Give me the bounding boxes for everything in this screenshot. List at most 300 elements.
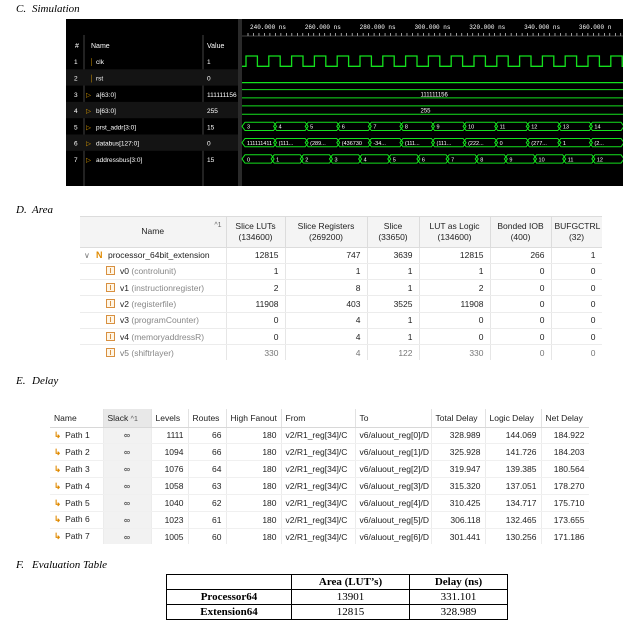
to-cell: v6/aluout_reg[1]/D (355, 444, 431, 461)
databus-waveform-label: (289... (310, 140, 326, 147)
total-delay-cell: 306.118 (431, 511, 485, 528)
path-name-cell (50, 528, 103, 544)
addressbus-waveform-label: 9 (509, 157, 513, 164)
table-cell: 330 (419, 345, 490, 360)
levels-cell: 1040 (151, 495, 188, 512)
table-cell: 1 (367, 280, 419, 296)
section-letter: F. (16, 559, 25, 571)
databus-waveform-label: 1 (562, 140, 566, 147)
table-cell: 0 (490, 263, 551, 279)
path-name-cell (50, 461, 103, 478)
time-marker: 240.000 ns (250, 24, 287, 31)
signal-name: addressbus[3:0] (96, 156, 143, 164)
fanout-cell: 180 (226, 444, 281, 461)
module-name-cell[interactable] (80, 247, 226, 263)
levels-cell: 1094 (151, 444, 188, 461)
section-text: Delay (32, 375, 59, 387)
evaluation-table (166, 574, 508, 620)
chevron-down-icon[interactable]: ∨ (84, 251, 90, 261)
eval-header-blank (167, 575, 292, 590)
databus-waveform-label: (277... (531, 140, 547, 147)
bus-icon: ▷ (86, 140, 91, 148)
col-header-label: Slack (107, 412, 129, 423)
table-row[interactable] (80, 263, 602, 279)
path-name: Path 7 (65, 531, 90, 542)
signal-num: 1 (74, 59, 78, 67)
section-text: Evaluation Table (32, 559, 108, 571)
signal-name: clk (96, 59, 104, 67)
total-delay-cell: 328.989 (431, 427, 485, 444)
databus-waveform-label: (111... (404, 140, 420, 147)
prst-addr-waveform-label: 3 (247, 124, 251, 131)
total-delay-cell: 301.441 (431, 528, 485, 544)
databus-waveform-label: (111... (278, 140, 294, 147)
prst-addr-waveform-label: 4 (278, 124, 282, 131)
col-header-capacity: (33650) (378, 231, 408, 242)
routes-cell: 60 (188, 528, 226, 544)
from-cell: v2/R1_reg[34]/C (281, 495, 355, 512)
a-bus-waveform-label: 111111156 (420, 92, 448, 99)
signal-value: 111111156 (207, 91, 237, 99)
col-header-label: Name (141, 226, 165, 237)
slack-cell: ∞ (103, 444, 151, 461)
time-marker: 260.000 ns (304, 24, 341, 31)
evaluation-header-row (167, 575, 508, 590)
path-name: Path 1 (65, 429, 90, 440)
signal-value: 1 (207, 59, 211, 67)
section-title-area (16, 204, 53, 216)
fanout-cell: 180 (226, 511, 281, 528)
table-cell: 4 (285, 328, 367, 344)
col-header-label: BUFGCTRL (554, 220, 601, 231)
section-title-delay (16, 375, 58, 387)
instance-name: v5 (120, 347, 129, 358)
total-delay-cell: 315.320 (431, 478, 485, 495)
col-header-high-fanout[interactable]: High Fanout (226, 409, 281, 427)
table-cell: 0 (551, 263, 602, 279)
col-header-name[interactable]: Name (50, 409, 103, 427)
evaluation-row (167, 590, 508, 605)
eval-cell-area: 12815 (292, 605, 410, 620)
databus-waveform-label: (2... (594, 140, 604, 147)
instance-name: v1 (120, 282, 129, 293)
routes-cell: 66 (188, 427, 226, 444)
instance-name-cell[interactable] (80, 280, 226, 296)
section-text: Simulation (32, 3, 80, 15)
total-delay-cell: 325.928 (431, 444, 485, 461)
signal-name: rst (96, 75, 104, 83)
col-header-net-delay[interactable]: Net Delay (541, 409, 589, 427)
logic-delay-cell: 132.465 (485, 511, 541, 528)
to-cell: v6/aluout_reg[6]/D (355, 528, 431, 544)
addressbus-waveform-label: 5 (392, 157, 396, 164)
table-row[interactable] (80, 328, 602, 344)
signal-name: databus[127:0] (96, 140, 140, 148)
bus-icon: ▷ (86, 156, 91, 164)
signal-num: 6 (74, 140, 78, 148)
levels-cell: 1005 (151, 528, 188, 544)
addressbus-waveform-label: 2 (305, 157, 309, 164)
eval-row-label: Processor64 (167, 590, 292, 605)
table-cell: 0 (490, 312, 551, 328)
waveform-canvas[interactable] (66, 19, 623, 186)
timing-path-icon: ↳ (54, 514, 62, 525)
routes-cell: 61 (188, 511, 226, 528)
b-bus-waveform-label: 255 (420, 108, 431, 115)
logic-delay-cell: 130.256 (485, 528, 541, 544)
module-n-icon: N (96, 250, 103, 261)
timing-path-icon: ↳ (54, 429, 62, 440)
path-name-cell (50, 511, 103, 528)
col-header-slice[interactable] (367, 217, 419, 247)
path-name: Path 6 (65, 514, 90, 525)
eval-header-delay: Delay (ns) (410, 575, 508, 590)
col-header-capacity: (32) (568, 231, 585, 242)
addressbus-waveform-label: 12 (596, 157, 603, 164)
col-header-bonded-iob[interactable] (490, 217, 551, 247)
table-cell: 1 (419, 263, 490, 279)
eval-cell-delay: 328.989 (410, 605, 508, 620)
signal-row-bg (66, 135, 238, 151)
table-cell: 3525 (367, 296, 419, 312)
table-row[interactable] (50, 495, 589, 512)
table-cell: 0 (226, 328, 285, 344)
net-delay-cell: 180.564 (541, 461, 589, 478)
verilog-file-icon (106, 299, 115, 308)
table-cell: 1 (367, 263, 419, 279)
fanout-cell: 180 (226, 461, 281, 478)
databus-waveform-label: (111... (436, 140, 452, 147)
col-header-name[interactable] (80, 217, 226, 247)
waveform-header (66, 19, 623, 45)
table-cell: 1 (367, 328, 419, 344)
rst-icon: │ (90, 75, 95, 83)
slack-cell: ∞ (103, 427, 151, 444)
logic-delay-cell: 137.051 (485, 478, 541, 495)
evaluation-row (167, 605, 508, 620)
col-header-label: Slice LUTs (235, 220, 276, 231)
time-marker: 280.000 ns (359, 24, 396, 31)
to-cell: v6/aluout_reg[2]/D (355, 461, 431, 478)
prst-addr-waveform-label: 5 (310, 124, 314, 131)
table-cell: 0 (490, 296, 551, 312)
instance-name-cell[interactable] (80, 263, 226, 279)
instance-module: (memoryaddressR) (131, 331, 205, 342)
databus-waveform-label: 0 (499, 140, 503, 147)
col-header-capacity: (134600) (238, 231, 273, 242)
section-text: Area (32, 204, 53, 216)
table-cell: 2 (419, 280, 490, 296)
col-header-total-delay[interactable]: Total Delay (431, 409, 485, 427)
col-header-to[interactable]: To (355, 409, 431, 427)
section-title-simulation (16, 3, 80, 15)
path-name: Path 4 (65, 480, 90, 491)
sort-ascending-icon[interactable]: ^1 (214, 222, 222, 229)
logic-delay-cell: 134.717 (485, 495, 541, 512)
instance-name-cell[interactable] (80, 312, 226, 328)
verilog-file-icon (106, 348, 115, 357)
timing-paths-table[interactable] (50, 409, 589, 544)
addressbus-waveform-label: 4 (363, 157, 367, 164)
path-name: Path 2 (65, 446, 90, 457)
slack-cell: ∞ (103, 495, 151, 512)
eval-cell-area: 13901 (292, 590, 410, 605)
fanout-cell: 180 (226, 528, 281, 544)
signal-value: 255 (207, 108, 218, 116)
slack-cell: ∞ (103, 528, 151, 544)
bus-icon: ▷ (86, 108, 91, 116)
levels-cell: 1076 (151, 461, 188, 478)
table-cell: 0 (226, 312, 285, 328)
table-cell: 0 (551, 345, 602, 360)
timing-path-icon: ↳ (54, 531, 62, 542)
path-name: Path 3 (65, 463, 90, 474)
fanout-cell: 180 (226, 495, 281, 512)
signal-name: a[63:0] (96, 91, 116, 99)
instance-module: (programCounter) (131, 315, 199, 326)
table-cell: 12815 (226, 247, 285, 263)
timing-path-icon: ↳ (54, 463, 62, 474)
table-cell: 4 (285, 312, 367, 328)
path-name-cell (50, 444, 103, 461)
signal-num: 7 (74, 156, 78, 164)
databus-waveform-label: (436730 (341, 140, 362, 147)
sort-ascending-icon[interactable]: ^1 (130, 415, 138, 423)
table-cell: 1 (226, 263, 285, 279)
routes-cell: 62 (188, 495, 226, 512)
net-delay-cell: 184.922 (541, 427, 589, 444)
verilog-file-icon (106, 283, 115, 292)
signal-num: 2 (74, 75, 78, 83)
table-row-top-module[interactable] (80, 247, 602, 263)
net-delay-cell: 175.710 (541, 495, 589, 512)
header-num: # (75, 43, 79, 50)
prst-addr-waveform-label: 6 (341, 124, 345, 131)
table-cell: 330 (226, 345, 285, 360)
section-letter: C. (16, 3, 27, 15)
table-row[interactable] (50, 461, 589, 478)
table-row[interactable] (80, 280, 602, 296)
table-row[interactable] (80, 312, 602, 328)
col-header-from[interactable]: From (281, 409, 355, 427)
col-header-logic-delay[interactable]: Logic Delay (485, 409, 541, 427)
time-marker: 320.000 ns (469, 24, 506, 31)
table-cell: 0 (490, 328, 551, 344)
signal-value: 0 (207, 75, 211, 83)
eval-row-label: Extension64 (167, 605, 292, 620)
slack-cell: ∞ (103, 511, 151, 528)
addressbus-waveform-label: 11 (567, 157, 574, 164)
table-cell: 1 (367, 312, 419, 328)
prst-addr-waveform-label: 12 (531, 124, 538, 131)
table-row[interactable] (50, 444, 589, 461)
table-cell: 2 (226, 280, 285, 296)
instance-name-cell[interactable] (80, 328, 226, 344)
timing-path-icon: ↳ (54, 480, 62, 491)
signal-num: 4 (74, 108, 78, 116)
table-row[interactable] (80, 296, 602, 312)
table-cell: 0 (551, 312, 602, 328)
signal-value: 15 (207, 156, 215, 164)
addressbus-waveform-label: 8 (480, 157, 484, 164)
col-header-bufgctrl[interactable] (551, 217, 602, 247)
routes-cell: 66 (188, 444, 226, 461)
table-cell: 11908 (419, 296, 490, 312)
table-cell: 0 (419, 328, 490, 344)
section-letter: E. (16, 375, 26, 387)
databus-waveform-label: (222... (468, 140, 484, 147)
pane-splitter (238, 19, 242, 186)
total-delay-cell: 319.947 (431, 461, 485, 478)
table-cell: 266 (490, 247, 551, 263)
table-cell: 0 (551, 296, 602, 312)
table-row[interactable] (50, 511, 589, 528)
section-letter: D. (16, 204, 27, 216)
table-cell: 0 (419, 312, 490, 328)
net-delay-cell: 173.655 (541, 511, 589, 528)
bus-icon: ▷ (86, 124, 91, 132)
prst-addr-waveform-label: 13 (562, 124, 569, 131)
col-header-capacity: (400) (510, 231, 531, 242)
col-header-label: LUT as Logic (429, 220, 480, 231)
levels-cell: 1058 (151, 478, 188, 495)
from-cell: v2/R1_reg[34]/C (281, 461, 355, 478)
col-header-label: Bonded IOB (497, 220, 544, 231)
net-delay-cell: 184.203 (541, 444, 589, 461)
table-cell: 0 (551, 280, 602, 296)
path-name-cell (50, 478, 103, 495)
prst-addr-waveform-label: 11 (499, 124, 506, 131)
addressbus-waveform-label: 1 (276, 157, 280, 164)
table-row[interactable] (50, 528, 589, 544)
table-cell: 0 (490, 280, 551, 296)
signal-value: 15 (207, 124, 215, 132)
net-delay-cell: 178.270 (541, 478, 589, 495)
signal-name: b[63:0] (96, 108, 116, 116)
eval-header-area: Area (LUT’s) (292, 575, 410, 590)
path-name: Path 5 (65, 497, 90, 508)
instance-name: v3 (120, 315, 129, 326)
table-row[interactable] (50, 427, 589, 444)
instance-name-cell[interactable] (80, 296, 226, 312)
signal-value: 0 (207, 140, 211, 148)
prst-addr-waveform-label: 14 (594, 124, 601, 131)
clk-icon: │ (90, 59, 95, 67)
instance-name: v0 (120, 266, 129, 277)
bus-icon: ▷ (86, 91, 91, 99)
header-name: Name (91, 43, 110, 50)
verilog-file-icon (106, 315, 115, 324)
time-marker: 360.000 n (578, 24, 612, 31)
slack-cell: ∞ (103, 461, 151, 478)
col-header-lut-as-logic[interactable] (419, 217, 490, 247)
path-name-cell (50, 495, 103, 512)
table-cell: 8 (285, 280, 367, 296)
waveform-viewer[interactable] (66, 19, 623, 186)
eval-cell-delay: 331.101 (410, 590, 508, 605)
col-header-capacity: (134600) (437, 231, 472, 242)
from-cell: v2/R1_reg[34]/C (281, 427, 355, 444)
col-header-label: Slice (383, 220, 403, 231)
col-header-label: Slice Registers (297, 220, 355, 231)
module-name: processor_64bit_extension (108, 250, 210, 261)
routes-cell: 63 (188, 478, 226, 495)
prst-addr-waveform-label: 9 (436, 124, 440, 131)
to-cell: v6/aluout_reg[0]/D (355, 427, 431, 444)
col-header-slice-registers[interactable] (285, 217, 367, 247)
from-cell: v2/R1_reg[34]/C (281, 444, 355, 461)
from-cell: v2/R1_reg[34]/C (281, 528, 355, 544)
to-cell: v6/aluout_reg[5]/D (355, 511, 431, 528)
from-cell: v2/R1_reg[34]/C (281, 511, 355, 528)
col-header-slice-luts[interactable] (226, 217, 285, 247)
table-row[interactable] (80, 345, 602, 360)
total-delay-cell: 310.425 (431, 495, 485, 512)
col-header-routes[interactable]: Routes (188, 409, 226, 427)
table-cell: 0 (551, 328, 602, 344)
instance-name-cell[interactable] (80, 345, 226, 360)
time-marker: 300.000 ns (414, 24, 451, 31)
table-cell: 3639 (367, 247, 419, 263)
fanout-cell: 180 (226, 478, 281, 495)
logic-delay-cell: 144.069 (485, 427, 541, 444)
addressbus-waveform-label: 6 (421, 157, 425, 164)
to-cell: v6/aluout_reg[4]/D (355, 495, 431, 512)
logic-delay-cell: 139.385 (485, 461, 541, 478)
col-header-slack[interactable] (103, 409, 151, 427)
section-title-evaluation (16, 559, 107, 571)
table-cell: 11908 (226, 296, 285, 312)
clk-waveform (242, 56, 623, 66)
fanout-cell: 180 (226, 427, 281, 444)
databus-waveform-label: -34... (373, 140, 386, 147)
utilization-table[interactable] (80, 216, 602, 360)
table-row[interactable] (50, 478, 589, 495)
table-cell: 1 (551, 247, 602, 263)
table-cell: 12815 (419, 247, 490, 263)
addressbus-waveform-label: 0 (247, 157, 251, 164)
instance-module: (registerfile) (131, 299, 177, 310)
timing-path-icon: ↳ (54, 497, 62, 508)
prst-addr-waveform-label: 7 (373, 124, 377, 131)
levels-cell: 1111 (151, 427, 188, 444)
routes-cell: 64 (188, 461, 226, 478)
col-header-capacity: (269200) (308, 231, 344, 242)
slack-cell: ∞ (103, 478, 151, 495)
addressbus-waveform-label: 10 (538, 157, 545, 164)
verilog-file-icon (106, 332, 115, 341)
table-cell: 747 (285, 247, 367, 263)
header-value: Value (207, 43, 225, 50)
table-cell: 1 (285, 263, 367, 279)
instance-module: (controlunit) (131, 266, 177, 277)
signal-num: 3 (74, 91, 78, 99)
databus-waveform-label: 111111411 (247, 140, 273, 147)
timing-path-icon: ↳ (54, 446, 62, 457)
col-header-levels[interactable]: Levels (151, 409, 188, 427)
instance-name: v2 (120, 299, 129, 310)
table-cell: 4 (285, 345, 367, 360)
levels-cell: 1023 (151, 511, 188, 528)
table-cell: 403 (285, 296, 367, 312)
table-cell: 0 (490, 345, 551, 360)
addressbus-waveform-label: 7 (451, 157, 455, 164)
logic-delay-cell: 141.726 (485, 444, 541, 461)
instance-module: (instructionregister) (131, 282, 205, 293)
instance-name: v4 (120, 331, 129, 342)
signal-num: 5 (74, 124, 78, 132)
addressbus-waveform-label: 3 (334, 157, 338, 164)
